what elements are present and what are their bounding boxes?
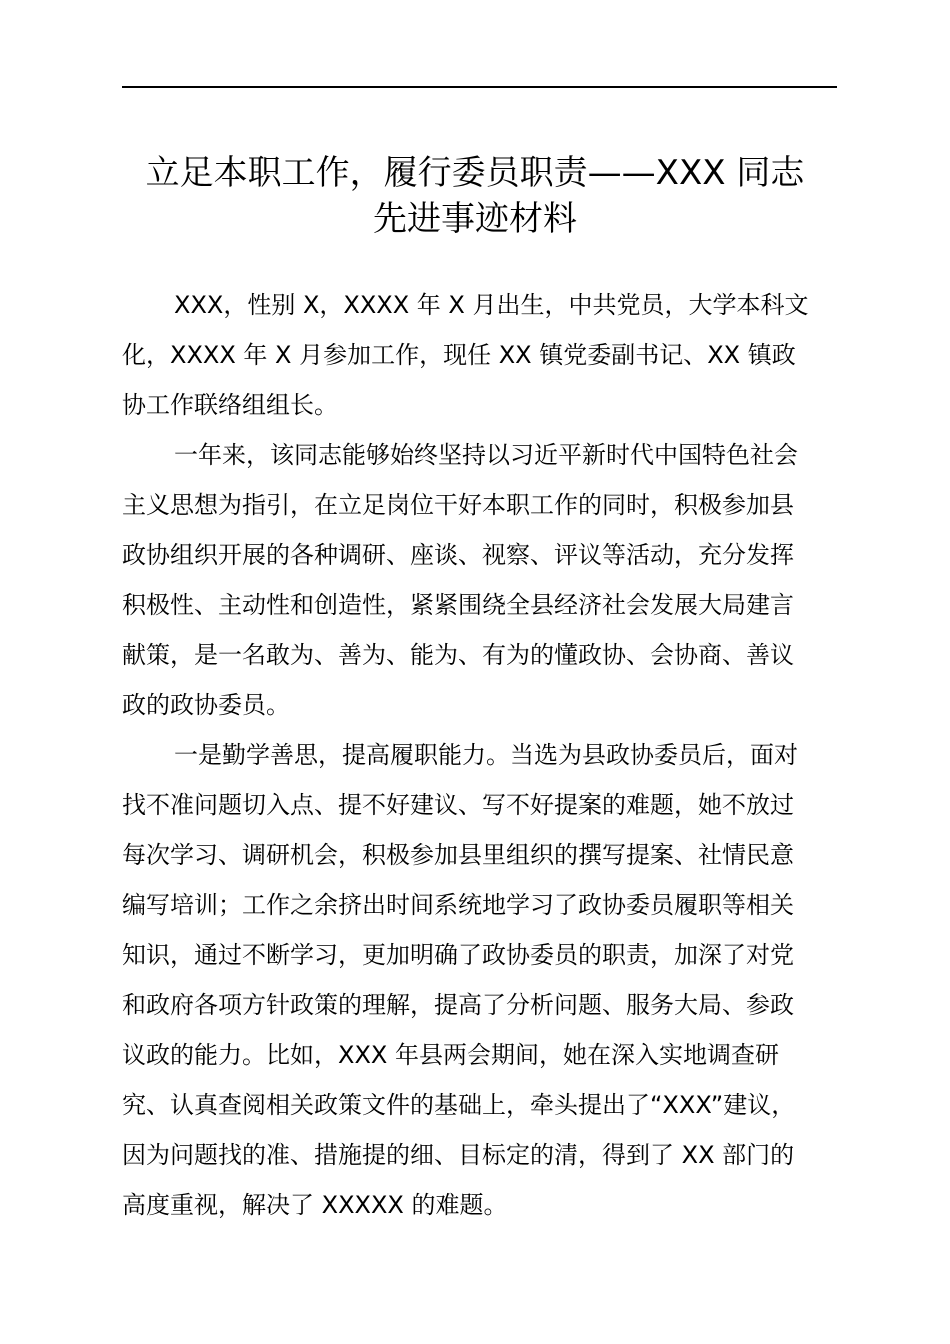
paragraph-profile	[122, 280, 862, 430]
text-line: 究、认真查阅相关政策文件的基础上，牵头提出了“XXX”建议，	[122, 1091, 796, 1119]
text-line: 编写培训；工作之余挤出时间系统地学习了政协委员履职等相关	[122, 891, 794, 919]
text-line: 主义思想为指引，在立足岗位干好本职工作的同时，积极参加县	[122, 491, 794, 519]
text-line: 政协组织开展的各种调研、座谈、视察、评议等活动，充分发挥	[122, 541, 794, 569]
text-line: 一是勤学善思，提高履职能力。当选为县政协委员后，面对	[174, 741, 798, 769]
text-line: 积极性、主动性和创造性，紧紧围绕全县经济社会发展大局建言	[122, 591, 794, 619]
text-line: 一年来，该同志能够始终坚持以习近平新时代中国特色社会	[174, 441, 798, 469]
text-line: 献策，是一名敢为、善为、能为、有为的懂政协、会协商、善议	[122, 641, 794, 669]
document-body	[122, 280, 862, 1230]
text-line: XXX，性别 X，XXXX 年 X 月出生，中共党员，大学本科文	[174, 291, 809, 319]
header-rule	[122, 86, 837, 88]
text-line: 每次学习、调研机会，积极参加县里组织的撰写提案、社情民意	[122, 841, 794, 869]
text-line: 因为问题找的准、措施提的细、目标定的清，得到了 XX 部门的	[122, 1141, 795, 1169]
text-line: 高度重视，解决了 XXXXX 的难题。	[122, 1191, 508, 1219]
text-line: 议政的能力。比如，XXX 年县两会期间，她在深入实地调查研	[122, 1041, 779, 1069]
text-line: 协工作联络组组长。	[122, 391, 338, 419]
paragraph-study	[122, 730, 862, 1230]
text-line: 知识，通过不断学习，更加明确了政协委员的职责，加深了对党	[122, 941, 794, 969]
text-line: 和政府各项方针政策的理解，提高了分析问题、服务大局、参政	[122, 991, 794, 1019]
text-line: 找不准问题切入点、提不好建议、写不好提案的难题，她不放过	[122, 791, 794, 819]
title-line: 先进事迹材料	[373, 199, 577, 239]
title-line: 立足本职工作，履行委员职责——XXX 同志	[145, 153, 805, 193]
text-line: 政的政协委员。	[122, 691, 290, 719]
document-title	[60, 150, 890, 242]
paragraph-summary	[122, 430, 862, 730]
text-line: 化，XXXX 年 X 月参加工作，现任 XX 镇党委副书记、XX 镇政	[122, 341, 796, 369]
